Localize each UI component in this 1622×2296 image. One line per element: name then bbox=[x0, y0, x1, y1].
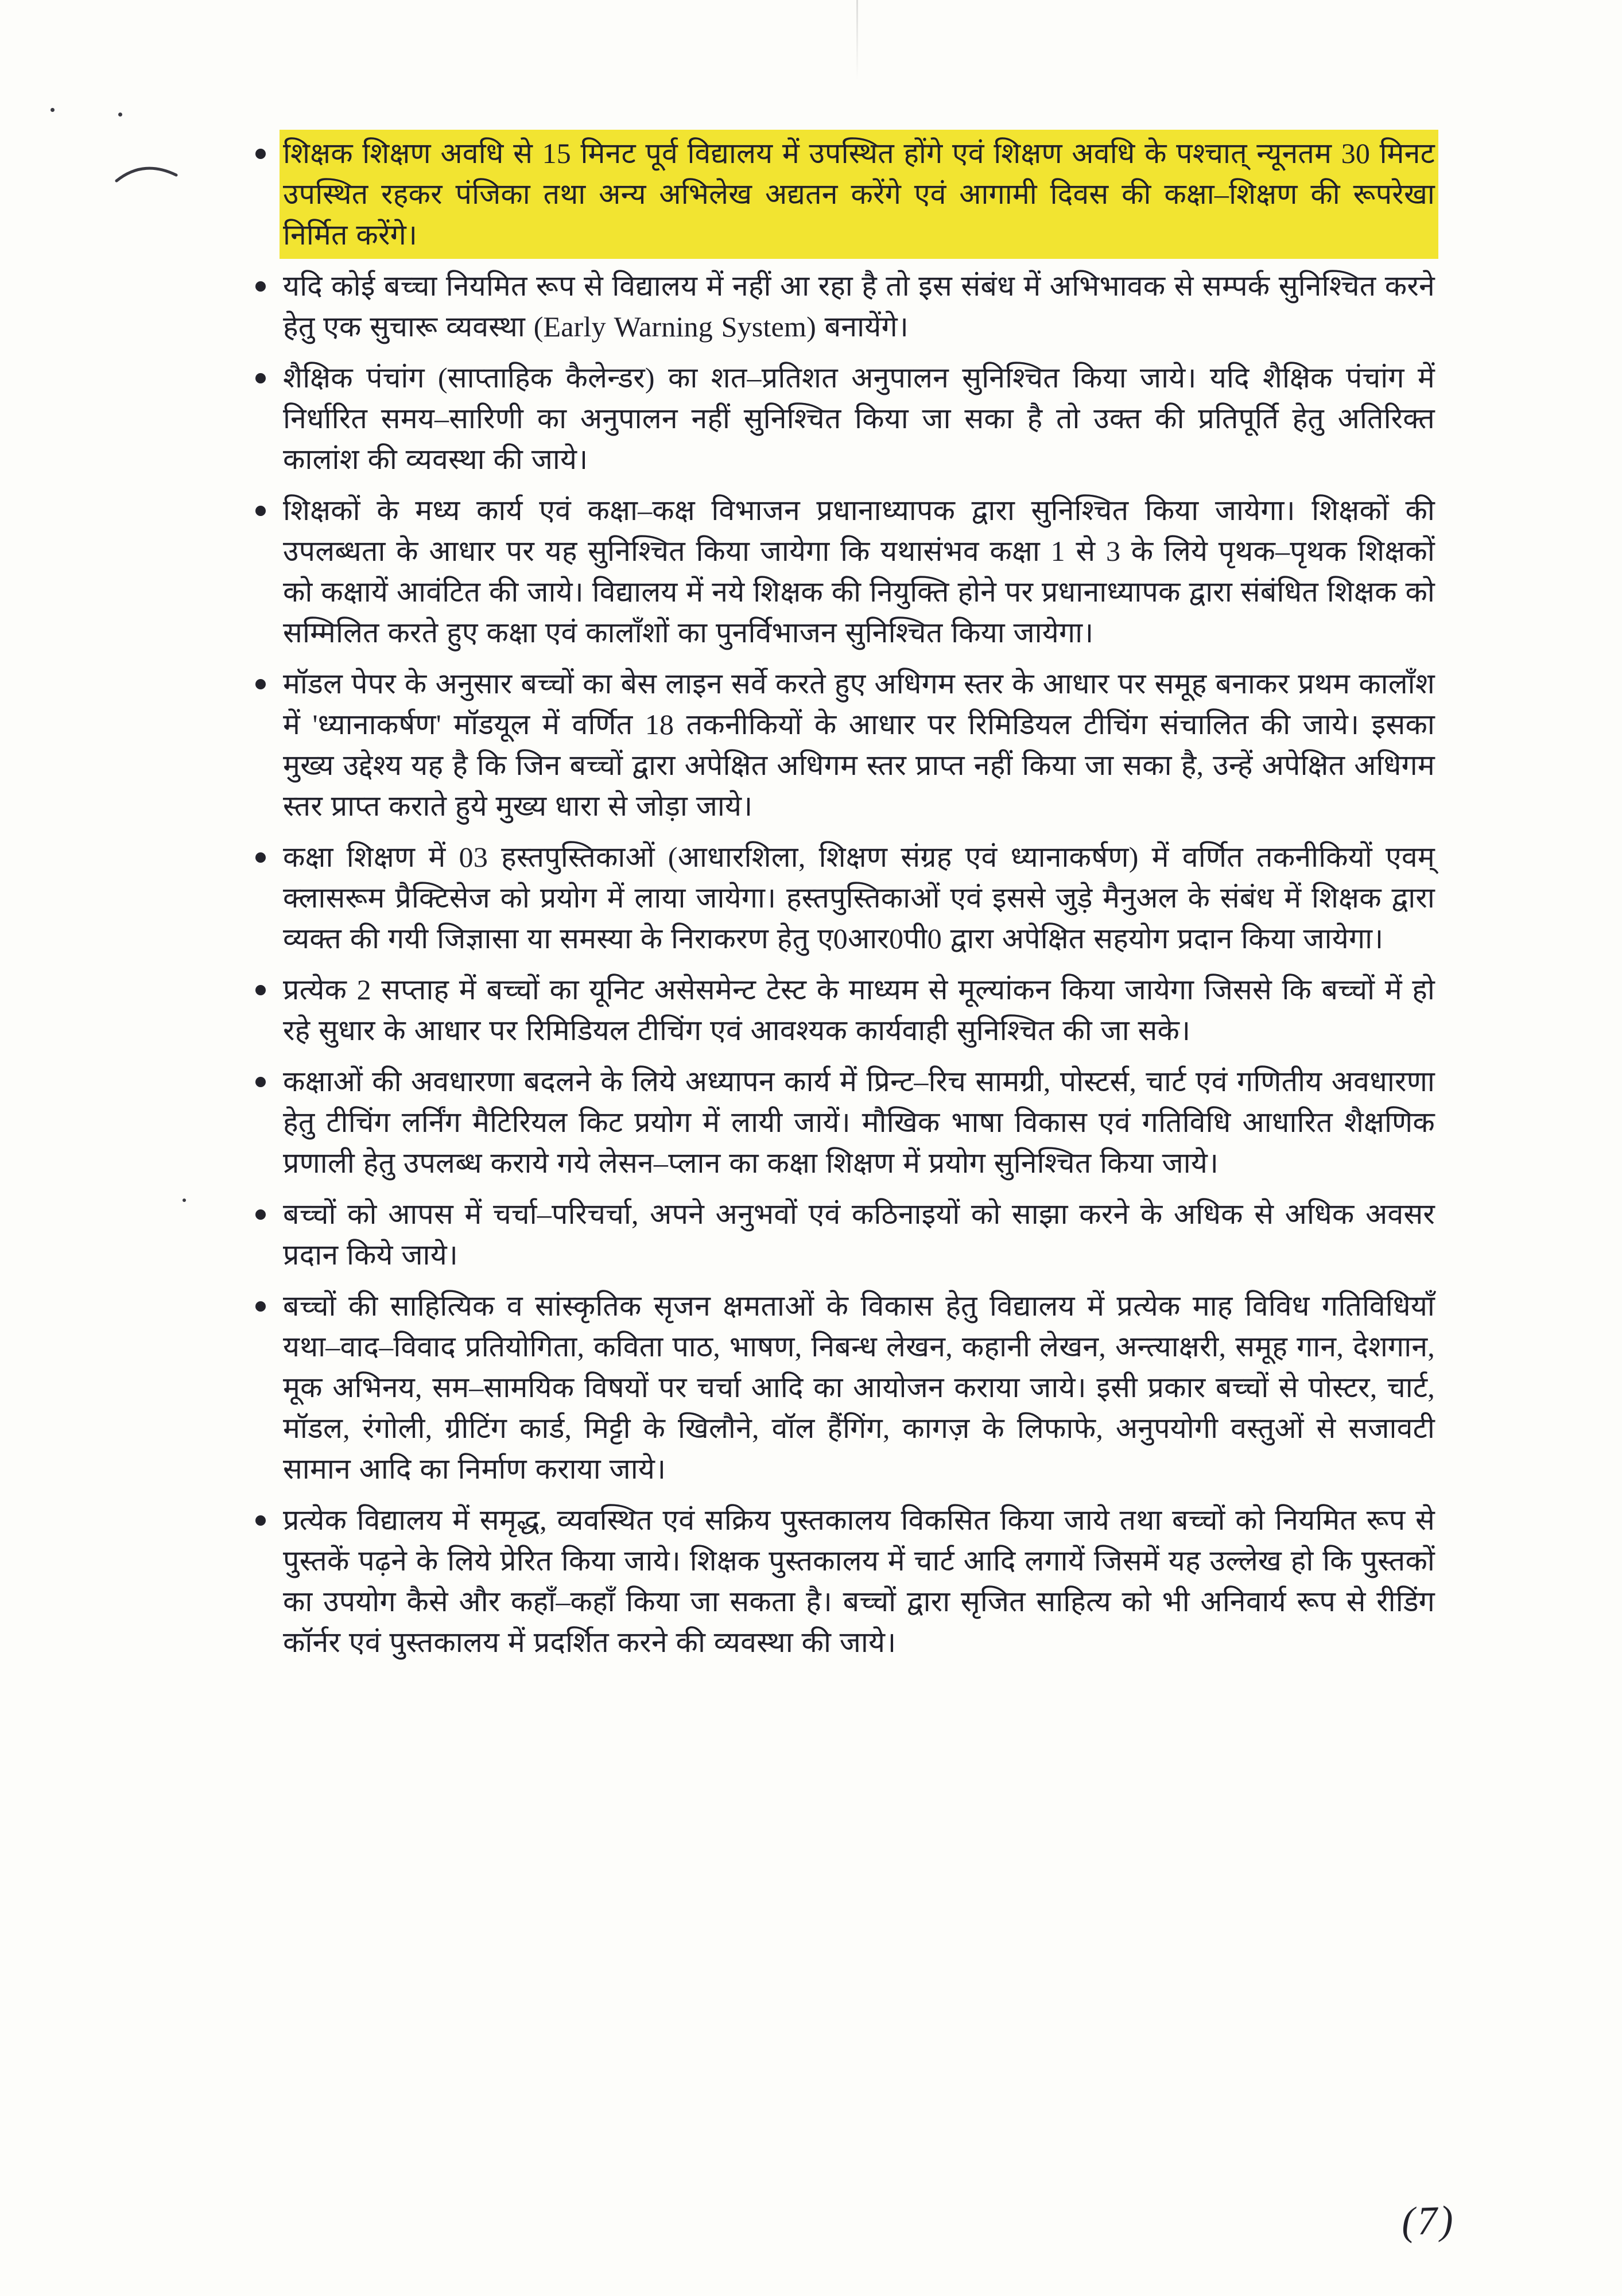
bullet-text: यदि कोई बच्चा नियमित रूप से विद्यालय में नहीं आ रहा है तो इस संबंध में अभिभावक से सम्पर्क सुनिश्चित करने हेतु एक सुचारू व्यवस्था (Early Warning System) बनायेंगे। bbox=[283, 270, 1435, 343]
bullet-text: बच्चों को आपस में चर्चा–परिचर्चा, अपने अनुभवों एवं कठिनाइयों को साझा करने के अधिक से अधिक अवसर प्रदान किये जाये। bbox=[283, 1198, 1435, 1271]
bullet-item-library bbox=[255, 1500, 1435, 1663]
bullet-text: प्रत्येक 2 सप्ताह में बच्चों का यूनिट असेसमेन्ट टेस्ट के माध्यम से मूल्यांकन किया जायेगा जिससे कि बच्चों में हो रहे सुधार के आधार पर रिमिडियल टीचिंग एवं आवश्यक कार्यवाही सुनिश्चित की जा सके। bbox=[283, 974, 1435, 1046]
bullet-text: बच्चों की साहित्यिक व सांस्कृतिक सृजन क्षमताओं के विकास हेतु विद्यालय में प्रत्येक माह विविध गतिविधियाँ यथा–वाद–विवाद प्रतियोगिता, कविता पाठ, भाषण, निबन्ध लेखन, कहानी लेखन, अन्त्याक्षरी, समूह गान, देशगान, मूक अभिनय, सम–सामयिक विषयों पर चर्चा आदि का आयोजन कराया जाये। इसी प्रकार बच्चों से पोस्टर, चार्ट, मॉडल, रंगोली, ग्रीटिंग कार्ड, मिट्टी के खिलौने, वॉल हैंगिंग, कागज़ के लिफाफे, अनुपयोगी वस्तुओं से सजावटी सामान आदि का निर्माण कराया जाये। bbox=[283, 1290, 1435, 1485]
bullet-item-class-division bbox=[255, 490, 1435, 653]
pen-mark-curve bbox=[112, 158, 181, 192]
bullet-text: शिक्षकों के मध्य कार्य एवं कक्षा–कक्ष विभाजन प्रधानाध्यापक द्वारा सुनिश्चित किया जायेगा। शिक्षकों की उपलब्धता के आधार पर यह सुनिश्चित किया जायेगा कि यथासंभव कक्षा 1 से 3 के लिये पृथक–पृथक शिक्षकों को कक्षायें आवंटित की जाये। विद्यालय में नये शिक्षक की नियुक्ति होने पर प्रधानाध्यापक द्वारा संबंधित शिक्षक को सम्मिलित करते हुए कक्षा एवं कालाँशों का पुनर्विभाजन सुनिश्चित किया जायेगा। bbox=[283, 494, 1435, 649]
bullet-text: प्रत्येक विद्यालय में समृद्ध, व्यवस्थित एवं सक्रिय पुस्तकालय विकसित किया जाये तथा बच्चों को नियमित रूप से पुस्तकें पढ़ने के लिये प्रेरित किया जाये। शिक्षक पुस्तकालय में चार्ट आदि लगायें जिसमें यह उल्लेख हो कि पुस्तकों का उपयोग कैसे और कहाँ–कहाँ किया जा सकता है। बच्चों द्वारा सृजित साहित्य को भी अनिवार्य रूप से रीडिंग कॉर्नर एवं पुस्तकालय में प्रदर्शित करने की व्यवस्था की जाये। bbox=[283, 1504, 1435, 1658]
bullet-item-unit-assessment bbox=[255, 969, 1435, 1051]
ink-dot bbox=[183, 1199, 186, 1202]
bullet-marker bbox=[255, 679, 266, 689]
bullet-marker bbox=[255, 1301, 266, 1312]
bullet-marker bbox=[255, 1209, 266, 1220]
bullet-item-baseline-survey bbox=[255, 664, 1435, 827]
bullet-text-highlighted: शिक्षक शिक्षण अवधि से 15 मिनट पूर्व विद्यालय में उपस्थित होंगे एवं शिक्षण अवधि के पश्चात् न्यूनतम 30 मिनट उपस्थित रहकर पंजिका तथा अन्य अभिलेख अद्यतन करेंगे एवं आगामी दिवस की कक्षा–शिक्षण की रूपरेखा निर्मित करेंगे। bbox=[283, 133, 1435, 255]
bullet-list bbox=[255, 133, 1435, 1663]
bullet-item-handbooks bbox=[255, 837, 1435, 959]
bullet-marker bbox=[255, 149, 266, 159]
bullet-text: कक्षा शिक्षण में 03 हस्तपुस्तिकाओं (आधारशिला, शिक्षण संग्रह एवं ध्यानाकर्षण) में वर्णित तकनीकियों एवम् क्लासरूम प्रैक्टिसेज को प्रयोग में लाया जायेगा। हस्तपुस्तिकाओं एवं इससे जुड़े मैनुअल के संबंध में शिक्षक द्वारा व्यक्त की गयी जिज्ञासा या समस्या के निराकरण हेतु ए0आर0पी0 द्वारा अपेक्षित सहयोग प्रदान किया जायेगा। bbox=[283, 841, 1435, 955]
bullet-item-teacher-attendance bbox=[255, 133, 1435, 255]
bullet-item-academic-calendar bbox=[255, 358, 1435, 480]
bullet-text: शैक्षिक पंचांग (साप्ताहिक कैलेन्डर) का शत–प्रतिशत अनुपालन सुनिश्चित किया जाये। यदि शैक्षिक पंचांग में निर्धारित समय–सारिणी का अनुपालन नहीं सुनिश्चित किया जा सका है तो उक्त की प्रतिपूर्ति हेतु अतिरिक्त कालांश की व्यवस्था की जाये। bbox=[283, 362, 1435, 475]
bullet-marker bbox=[255, 985, 266, 995]
ink-dot bbox=[118, 113, 122, 117]
page-number: (7) bbox=[1401, 2198, 1457, 2244]
fold-line bbox=[856, 0, 858, 80]
bullet-marker bbox=[255, 852, 266, 863]
bullet-text: मॉडल पेपर के अनुसार बच्चों का बेस लाइन सर्वे करते हुए अधिगम स्तर के आधार पर समूह बनाकर प्रथम कालाँश में 'ध्यानाकर्षण' मॉडयूल में वर्णित 18 तकनीकियों के आधार पर रिमिडियल टीचिंग संचालित की जाये। इसका मुख्य उद्देश्य यह है कि जिन बच्चों द्वारा अपेक्षित अधिगम स्तर प्राप्त नहीं किया जा सका है, उन्हें अपेक्षित अधिगम स्तर प्राप्त कराते हुये मुख्य धारा से जोड़ा जाये। bbox=[283, 668, 1435, 822]
bullet-marker bbox=[255, 1077, 266, 1087]
bullet-marker bbox=[255, 281, 266, 292]
bullet-marker bbox=[255, 373, 266, 383]
bullet-item-discussion bbox=[255, 1194, 1435, 1275]
bullet-marker bbox=[255, 1515, 266, 1526]
bullet-text: कक्षाओं की अवधारणा बदलने के लिये अध्यापन कार्य में प्रिन्ट–रिच सामग्री, पोस्टर्स, चार्ट एवं गणितीय अवधारणा हेतु टीचिंग लर्निंग मैटिरियल किट प्रयोग में लायी जायें। मौखिक भाषा विकास एवं गतिविधि आधारित शैक्षणिक प्रणाली हेतु उपलब्ध कराये गये लेसन–प्लान का कक्षा शिक्षण में प्रयोग सुनिश्चित किया जाये। bbox=[283, 1065, 1435, 1179]
bullet-marker bbox=[255, 506, 266, 516]
ink-dot bbox=[51, 108, 55, 112]
document-body bbox=[255, 133, 1435, 1673]
bullet-item-cultural-activities bbox=[255, 1286, 1435, 1490]
bullet-item-print-rich-material bbox=[255, 1061, 1435, 1184]
bullet-item-early-warning bbox=[255, 266, 1435, 347]
